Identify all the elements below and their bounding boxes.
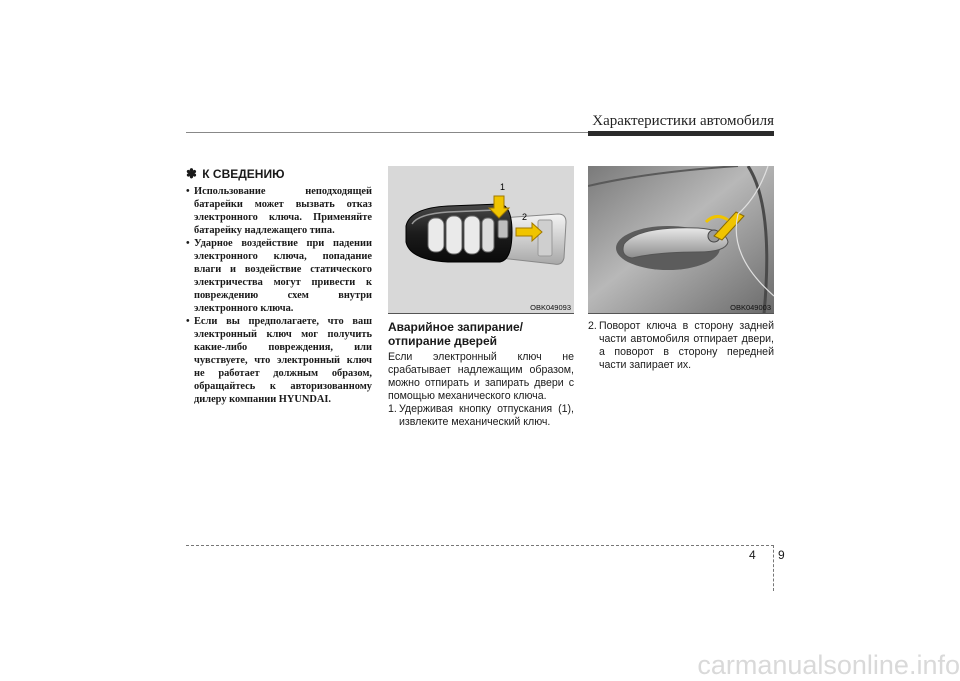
note-bullet: • Использование неподходящей батарейки может вызвать отказ электронного ключа. Применяйте батарейку надлежащего типа. [186, 186, 372, 236]
door-handle-illustration [588, 166, 774, 314]
note-box [186, 166, 372, 406]
emergency-lock-section [388, 320, 574, 429]
watermark: carmanualsonline.info [697, 650, 960, 680]
note-bullet: • Если вы предполагаете, что ваш электронный ключ мог получить какие-либо повреждения, или чувствуете, что электронный ключ не работает должным образом, обращайтесь к авторизованному дилеру компании HYUNDAI. [186, 316, 372, 405]
figure-caption: OBK049093 [530, 303, 571, 312]
step-item: 2. Поворот ключа в сторону задней части автомобиля отпирает двери, а поворот в сторону передней части запирает их. [588, 320, 774, 371]
note-bullet: • Ударное воздействие при падении электронного ключа, попадание влаги и воздействие статического электричества могут привести к повреждению схем внутри электронного ключа. [186, 238, 372, 314]
page-number-divider [773, 545, 774, 591]
emergency-lock-continued [588, 320, 774, 372]
figure-label-1: 1 [500, 182, 506, 192]
smart-key-figure [388, 166, 574, 314]
note-bullets [186, 185, 372, 406]
door-handle-figure [588, 166, 774, 314]
footer-rule [186, 545, 774, 546]
note-title-text: К СВЕДЕНИЮ [202, 167, 285, 181]
header-bar [588, 131, 774, 136]
figure-label-2: 2 [522, 212, 528, 222]
steps-list [388, 403, 574, 429]
figure-caption: OBK049003 [730, 303, 771, 312]
note-star-icon: ✽ [186, 166, 197, 181]
note-title [186, 166, 372, 182]
step-item: 1. Удерживая кнопку отпускания (1), извлеките механический ключ. [388, 403, 574, 428]
section-header-title: Характеристики автомобиля [592, 113, 774, 129]
section-heading: Аварийное запирание/ отпирание дверей [388, 320, 523, 348]
smart-key-illustration [388, 166, 574, 314]
page-number: 9 [778, 548, 785, 562]
page-section-number: 4 [749, 548, 756, 562]
intro-paragraph: Если электронный ключ не срабатывает надлежащим образом, можно отпирать и запирать двери с помощью механического ключа. [388, 351, 574, 402]
steps-list [588, 320, 774, 372]
